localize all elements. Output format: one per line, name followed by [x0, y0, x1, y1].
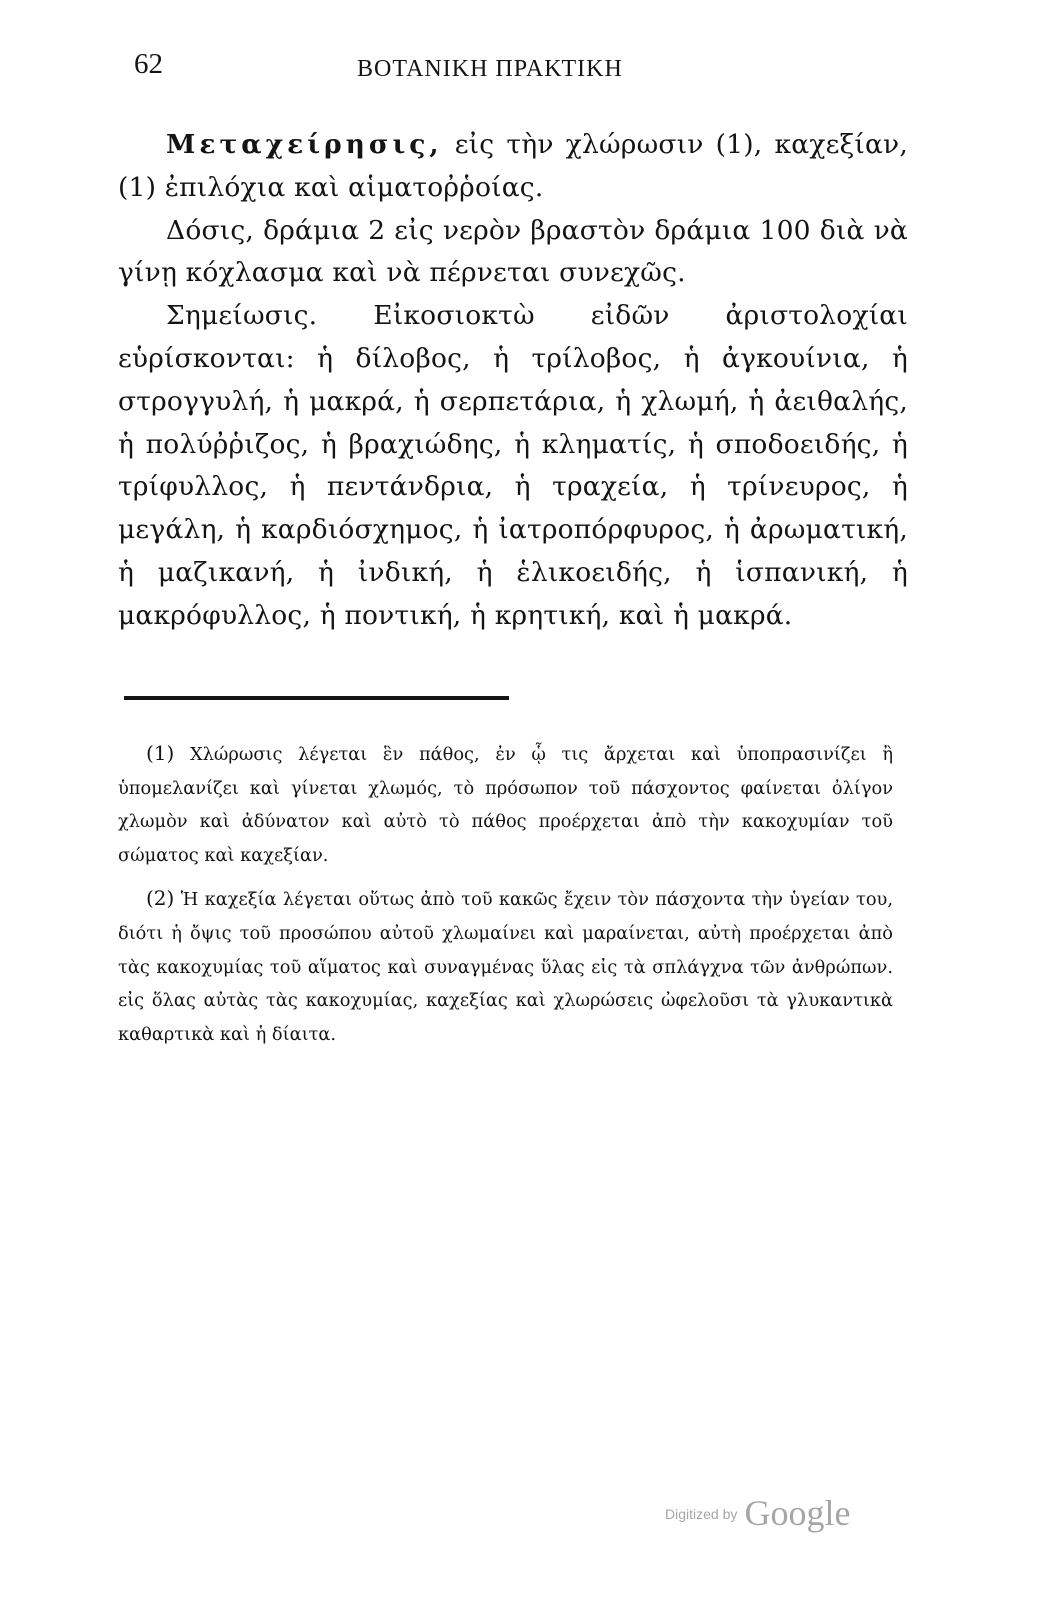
dose-text: δράμια 2 εἰς νερὸν βραστὸν δράμια 100 διὰ νὰ γίνῃ κόχλασμα καὶ νὰ πέρνεται συνεχῶς. [118, 214, 908, 289]
footnote-1-mark: (1) [146, 741, 175, 765]
digitized-watermark [665, 1492, 885, 1542]
page-number: 62 [134, 48, 163, 80]
note-heading: Σημείωσις. [166, 300, 318, 332]
note-text: Εἰκοσιοκτὼ εἰδῶν ἀριστολοχίαι εὑρίσκονται: ἡ δίλοβος, ἡ τρίλοβος, ἡ ἀγκουίνια, ἡ στρογγυλή, ἡ μακρά, ἡ σερπετάρια, ἡ χλωμή, ἡ ἀειθαλής, ἡ πολύῤῥιζος, ἡ βραχιώδης, ἡ κληματίς, ἡ σποδοειδής, ἡ τρίφυλλος, ἡ πεντάνδρια, ἡ τραχεία, ἡ τρίνευρος, ἡ μεγάλη, ἡ καρδιόσχημος, ἡ ἰατροπόρφυρος, ἡ ἀρωματική, ἡ μαζικανή, ἡ ἰνδική, ἡ ἑλικοειδής, ἡ ἱσπανική, ἡ μακρόφυλλος, ἡ ποντική, ἡ κρητική, καὶ ἡ μακρά. [118, 300, 908, 631]
footnote-rule [124, 696, 509, 700]
footnote-1-text: Χλώρωσις λέγεται ἓν πάθος, ἐν ᾧ τις ἄρχεται καὶ ὑποπρασινίζει ἢ ὑπομελανίζει καὶ γίνεται χλωμός, τὸ πρόσωπον τοῦ πάσχοντος φαίνεται ὀλίγον χλωμὸν καὶ ἀδύνατον καὶ αὐτὸ τὸ πάθος προέρχεται ἀπὸ τὴν κακοχυμίαν τοῦ σώματος καὶ καχεξίαν. [118, 744, 893, 866]
footnote-2 [118, 882, 893, 1051]
usage-heading: Μεταχείρησις, [166, 129, 443, 160]
main-text [118, 124, 908, 638]
watermark-prefix: Digitized by [665, 1506, 738, 1522]
footnote-2-text: Ἡ καχεξία λέγεται οὕτως ἀπὸ τοῦ κακῶς ἔχειν τὸν πάσχοντα τὴν ὑγείαν του, διότι ἡ ὄψις τοῦ προσώπου αὐτοῦ χλωμαίνει καὶ μαραίνεται, αὐτὴ προέρχεται ἀπὸ τὰς κακοχυμίας τοῦ αἵματος καὶ συναγμένας ὕλας εἰς τὰ σπλάγχνα τῶν ἀνθρώπων. εἰς ὅλας αὐτὰς τὰς κακοχυμίας, καχεξίας καὶ χλωρώσεις ὠφελοῦσι τὰ γλυκαντικὰ καθαρτικὰ καὶ ἡ δίαιτα. [118, 889, 893, 1045]
paragraph-note [118, 295, 908, 637]
footnote-1 [118, 737, 893, 872]
running-title: ΒΟΤΑΝΙΚΗ ΠΡΑΚΤΙΚΗ [357, 56, 623, 82]
google-logo: Google [744, 1493, 851, 1533]
dose-heading: Δόσις, [166, 214, 255, 246]
paragraph-dose [118, 210, 908, 296]
footnote-2-mark: (2) [146, 886, 175, 911]
paragraph-usage [118, 124, 908, 210]
page-header [132, 48, 892, 98]
usage-text: εἰς τὴν χλώρωσιν (1), καχεξίαν, (1) ἐπιλόχια καὶ αἱματοῤῥοίας. [118, 129, 908, 203]
footnotes [118, 737, 893, 1061]
